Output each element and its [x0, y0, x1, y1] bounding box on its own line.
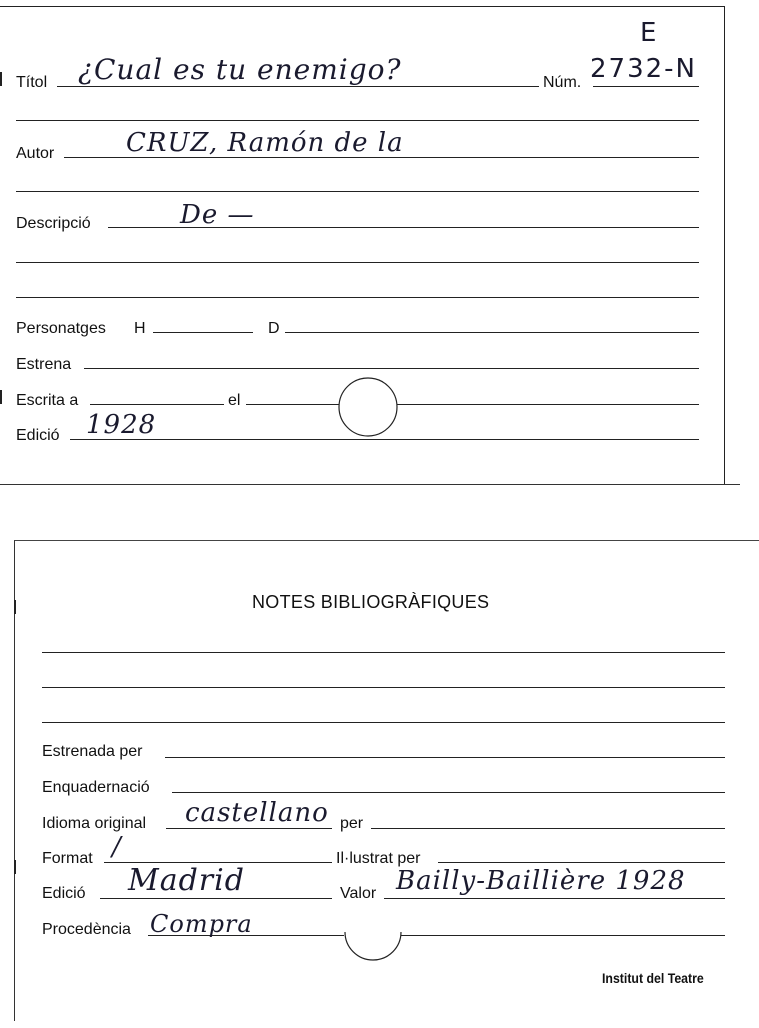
rule-d	[285, 332, 699, 333]
rule-blank	[16, 262, 699, 263]
heading-notes-bibliografiques: NOTES BIBLIOGRÀFIQUES	[252, 592, 490, 612]
rule-blank	[42, 652, 725, 653]
rule-blank	[16, 120, 699, 121]
value-num: 2732-N	[590, 54, 697, 84]
value-procedencia: Compra	[150, 910, 253, 938]
card-front-bottom-edge	[0, 484, 740, 485]
label-descripcio: Descripció	[16, 215, 91, 232]
label-estrenada-per: Estrenada per	[42, 743, 143, 760]
rule-blank	[42, 687, 725, 688]
label-el: el	[228, 392, 241, 409]
label-personatges: Personatges	[16, 320, 106, 337]
rule-el	[396, 404, 699, 405]
value-valor: Bailly-Baillière 1928	[396, 866, 686, 896]
rule-valor	[384, 898, 725, 899]
label-num: Núm.	[543, 74, 582, 91]
rule-titol	[57, 86, 539, 87]
value-edicio: 1928	[86, 410, 157, 440]
rule-edicio	[70, 439, 699, 440]
label-enquadernacio: Enquadernació	[42, 779, 150, 796]
rule-el	[246, 404, 340, 405]
margin-mark	[0, 72, 2, 86]
margin-mark	[14, 860, 16, 874]
label-escrita-a: Escrita a	[16, 392, 79, 409]
rule-estrena	[84, 368, 699, 369]
rule-enquadernacio	[172, 792, 725, 793]
punch-hole	[340, 908, 406, 972]
rule-procedencia	[400, 935, 725, 936]
label-illustrat-per: Il·lustrat per	[336, 850, 421, 867]
corner-mark: E	[640, 18, 659, 48]
rule-blank	[16, 191, 699, 192]
label-idioma-original: Idioma original	[42, 815, 147, 832]
label-autor: Autor	[16, 145, 55, 162]
rule-blank	[42, 722, 725, 723]
value-idioma-original: castellano	[185, 798, 329, 828]
value-descripcio: De —	[180, 200, 255, 230]
rule-num	[593, 86, 699, 87]
label-per: per	[340, 815, 364, 832]
label-procedencia: Procedència	[42, 921, 131, 938]
rule-blank	[16, 297, 699, 298]
label-h: H	[134, 320, 146, 337]
label-valor: Valor	[340, 885, 377, 902]
value-autor: CRUZ, Ramón de la	[126, 128, 404, 158]
label-d: D	[268, 320, 280, 337]
rule-idioma-original	[166, 828, 332, 829]
value-edicio-back: Madrid	[128, 863, 245, 898]
margin-mark	[14, 600, 16, 614]
rule-edicio-back	[100, 898, 332, 899]
rule-illustrat-per	[438, 862, 725, 863]
label-estrena: Estrena	[16, 356, 72, 373]
punch-hole	[334, 374, 402, 440]
label-titol: Títol	[16, 74, 48, 91]
label-edicio-back: Edició	[42, 885, 86, 902]
label-edicio: Edició	[16, 427, 60, 444]
margin-mark	[0, 390, 2, 404]
rule-h	[153, 332, 253, 333]
footer-institut-del-teatre: Institut del Teatre	[602, 970, 704, 986]
label-format: Format	[42, 850, 93, 867]
rule-per	[371, 828, 725, 829]
value-titol: ¿Cual es tu enemigo?	[78, 53, 402, 86]
value-format: /	[112, 832, 122, 862]
rule-escrita-a	[90, 404, 224, 405]
rule-estrenada-per	[165, 757, 725, 758]
